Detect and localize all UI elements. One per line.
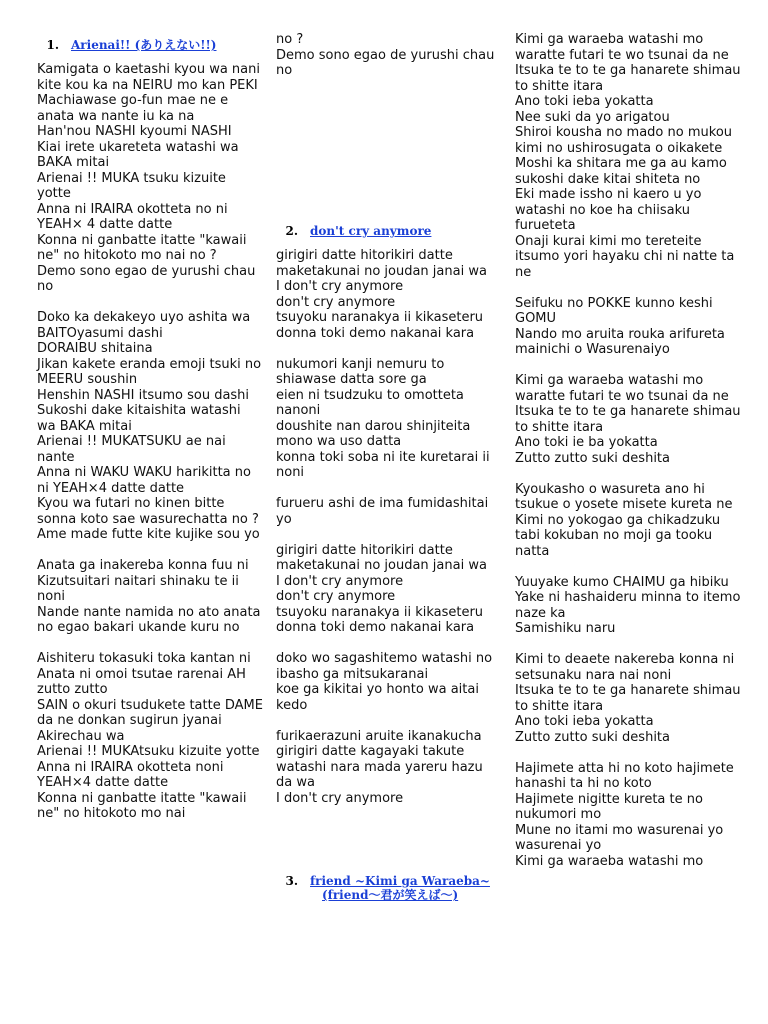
lyric-line: Nande nante namida no ato anata no egao bakari ukande kuru no [37, 604, 265, 635]
stanza-gap [37, 295, 263, 311]
lyric-line: Nando mo aruita rouka arifureta mainichi o Wasurenaiyo [515, 326, 730, 357]
lyric-line: Akirechau wa [37, 728, 125, 744]
stanza-gap [515, 637, 747, 653]
lyric-line: doko wo sagashitemo watashi no ibasho ga mitsukaranai [276, 651, 497, 682]
lyric-line: Kyou wa futari no kinen bitte sonna koto sae wasurechatta no ? [37, 496, 259, 527]
lyric-line: DORAIBU shitaina [37, 341, 153, 356]
lyric-line: Hajimete atta hi no koto hajimete hanashi ta hi no koto [515, 760, 738, 791]
song-heading [37, 38, 263, 52]
stanza-gap [276, 125, 502, 141]
lyric-line: Eki made issho ni kaero u yo watashi no koe ha chiisaku furueteta [515, 187, 706, 233]
lyric-line: koe ga kikitai yo honto wa aitai kedo [276, 682, 484, 713]
lyric-line: Han'nou NASHI kyoumi NASHI [37, 124, 232, 139]
lyric-line: Onaji kurai kimi mo tereteite itsumo yori hayaku chi ni natte ta ne [515, 233, 739, 280]
lyric-line: Moshi ka shitara me ga au kamo sukoshi dake kitai shiteta no [515, 156, 731, 187]
lyric-line: girigiri datte kagayaki takute [276, 744, 465, 759]
lyric-line: Arienai !! MUKAtsuku kizuite yotte [37, 744, 260, 759]
stanza-gap [276, 156, 502, 172]
lyric-line: Jikan kakete eranda emoji tsuki no MEERU soushin [37, 356, 266, 387]
stanza-gap [515, 358, 747, 374]
stanza-gap [276, 636, 502, 652]
lyric-line: Zutto zutto suki deshita [515, 450, 670, 466]
lyric-line: Kimi to deaete nakereba konna ni setsunaku nara nai noni [515, 652, 739, 683]
lyric-line: Anata ga inakereba konna fuu ni [37, 558, 249, 573]
lyric-line: I don't cry anymore [276, 790, 404, 806]
lyric-line: Arienai !! MUKATSUKU ae nai nante [37, 434, 230, 465]
stanza-gap [515, 745, 747, 761]
lyric-line: Ano toki ieba yokatta [515, 94, 654, 109]
stanza-gap [276, 527, 502, 543]
lyric-line: Itsuka te to te ga hanarete shimau to shitte itara [515, 63, 745, 94]
lyrics-column-2 [276, 32, 502, 912]
stanza-gap [276, 806, 502, 822]
stanza-gap [276, 853, 502, 869]
lyric-line: Hajimete nigitte kureta te no nukumori mo [515, 791, 708, 822]
stanza-gap [276, 713, 502, 729]
song-title-link[interactable]: don't cry anymore [310, 224, 432, 238]
lyric-line: eien ni tsudzuku to omotteta nanoni [276, 387, 469, 418]
lyric-line: donna toki demo nakanai kara [276, 620, 475, 635]
lyric-line: doushite nan darou shinjiteita mono wa uso datta [276, 418, 475, 449]
lyric-line: Nee suki da yo arigatou [515, 109, 670, 125]
song-title-subtitle-link[interactable]: (friend〜君が笑えば〜) [322, 888, 459, 902]
song-number: 3. [285, 874, 298, 888]
lyric-line: konna toki soba ni ite kuretarai ii noni [276, 449, 494, 480]
lyric-line: SAIN o okuri tsudukete tatte DAME da ne donkan sugirun jyanai [37, 697, 268, 728]
lyrics-column-3 [515, 32, 747, 869]
lyric-line: furueru ashi de ima fumidashitai yo [276, 496, 493, 527]
lyric-line: Aishiteru tokasuki toka kantan ni [37, 651, 251, 666]
lyric-line: Konna ni ganbatte itatte "kawaii ne" no hitokoto mo nai [37, 790, 251, 821]
stanza-gap [37, 636, 263, 652]
song-title-link[interactable]: Arienai!! (ありえない!!) [71, 38, 217, 52]
lyric-line: Anata ni omoi tsutae rarenai AH zutto zutto [37, 666, 251, 697]
lyric-line: Samishiku naru [515, 621, 616, 636]
lyric-line: Kiai irete ukareteta watashi wa BAKA mitai [37, 139, 243, 170]
lyric-line: Yake ni hashaideru minna to itemo naze ka [515, 590, 745, 621]
lyric-line: Anna ni IRAIRA okotteta noni YEAH×4 datte datte [37, 759, 228, 790]
lyric-line: donna toki demo nakanai kara [276, 325, 475, 341]
lyric-line: nukumori kanji nemuru to shiawase datta sore ga [276, 356, 449, 387]
lyric-line: Kimi ga waraeba watashi mo waratte futari te wo tsunai da ne [515, 32, 729, 63]
stanza-gap [276, 822, 502, 838]
lyric-line: Doko ka dekakeyo uyo ashita wa BAITOyasumi dashi [37, 310, 255, 341]
stanza-gap [276, 187, 502, 203]
lyric-line: Demo sono egao de yurushi chau no [37, 263, 260, 294]
lyric-line: Zutto zutto suki deshita [515, 729, 670, 745]
lyric-line: Kimi ga waraeba watashi mo waratte futari te wo tsunai da ne [515, 373, 729, 404]
lyric-line: furikaerazuni aruite ikanakucha [276, 728, 482, 744]
lyric-line: Machiawase go-fun mae ne e anata wa nante iu ka na [37, 93, 233, 124]
lyric-line: Ano toki ie ba yokatta [515, 435, 658, 450]
lyric-line: Anna ni IRAIRA okotteta no ni YEAH× 4 datte datte [37, 201, 232, 232]
stanza-gap [276, 79, 502, 95]
lyric-line: Ame made futte kite kujike sou yo [37, 527, 260, 542]
lyric-line: Seifuku no POKKE kunno keshi GOMU [515, 295, 717, 326]
stanza-gap [276, 110, 502, 126]
lyric-line: Shiroi kousha no mado no mukou kimi no ushirosugata o oikakete [515, 125, 737, 156]
lyric-line: Anna ni WAKU WAKU harikitta no ni YEAH×4 datte datte [37, 465, 256, 496]
lyric-line: I don't cry anymore [276, 279, 404, 294]
stanza-gap [276, 481, 502, 497]
lyric-line: Kimi no yokogao ga chikadzuku tabi kokuban no moji ga tooku natta [515, 512, 725, 559]
lyric-line: don't cry anymore [276, 294, 396, 310]
song-heading [276, 874, 502, 902]
lyric-line: girigiri datte hitorikiri datte maketakunai no joudan janai wa [276, 542, 487, 573]
lyric-line: Kimi ga waraeba watashi mo [515, 853, 704, 869]
lyric-line: Kyoukasho o wasureta ano hi tsukue o yosete misete kureta ne [515, 481, 733, 512]
lyric-line: tsuyoku naranakya ii kikaseteru [276, 604, 484, 620]
stanza-gap [276, 172, 502, 188]
stanza-gap [515, 559, 747, 575]
lyric-line: I don't cry anymore [276, 573, 404, 589]
lyric-line: Kamigata o kaetashi kyou wa nani kite kou ka na NEIRU mo kan PEKI [37, 62, 265, 93]
lyric-line: Kizutsuitari naitari shinaku te ii noni [37, 573, 243, 604]
song-number: 2. [285, 224, 298, 238]
lyric-line: Itsuka te to te ga hanarete shimau to shitte itara [515, 683, 745, 714]
song-title-link[interactable]: friend ~Kimi ga Waraeba~ [310, 874, 490, 888]
lyric-line: tsuyoku naranakya ii kikaseteru [276, 310, 484, 325]
lyric-line: no ? [276, 32, 304, 47]
lyric-line: Arienai !! MUKA tsuku kizuite yotte [37, 170, 231, 201]
lyric-line: Konna ni ganbatte itatte "kawaii ne" no hitokoto mo nai no ? [37, 232, 251, 263]
lyric-line: girigiri datte hitorikiri datte maketakunai no joudan janai wa [276, 248, 487, 279]
stanza-gap [515, 280, 747, 296]
stanza-gap [515, 466, 747, 482]
lyric-line: Demo sono egao de yurushi chau no [276, 47, 499, 78]
lyric-line: Itsuka te to te ga hanarete shimau to shitte itara [515, 404, 745, 435]
stanza-gap [276, 203, 502, 219]
lyric-line: Yuuyake kumo CHAIMU ga hibiku [515, 574, 729, 590]
stanza-gap [276, 94, 502, 110]
stanza-gap [276, 837, 502, 853]
lyrics-column-1 [37, 32, 268, 822]
lyric-line: Mune no itami mo wasurenai yo wasurenai yo [515, 822, 728, 853]
lyric-line: watashi nara mada yareru hazu da wa [276, 759, 487, 790]
stanza-gap [276, 341, 502, 357]
song-heading [276, 224, 502, 238]
lyric-line: Ano toki ieba yokatta [515, 714, 654, 729]
stanza-gap [37, 543, 263, 559]
stanza-gap [276, 141, 502, 157]
song-number: 1. [46, 38, 59, 52]
lyric-line: Sukoshi dake kitaishita watashi wa BAKA mitai [37, 403, 245, 434]
lyric-line: don't cry anymore [276, 589, 396, 604]
lyric-line: Henshin NASHI itsumo sou dashi [37, 387, 250, 403]
